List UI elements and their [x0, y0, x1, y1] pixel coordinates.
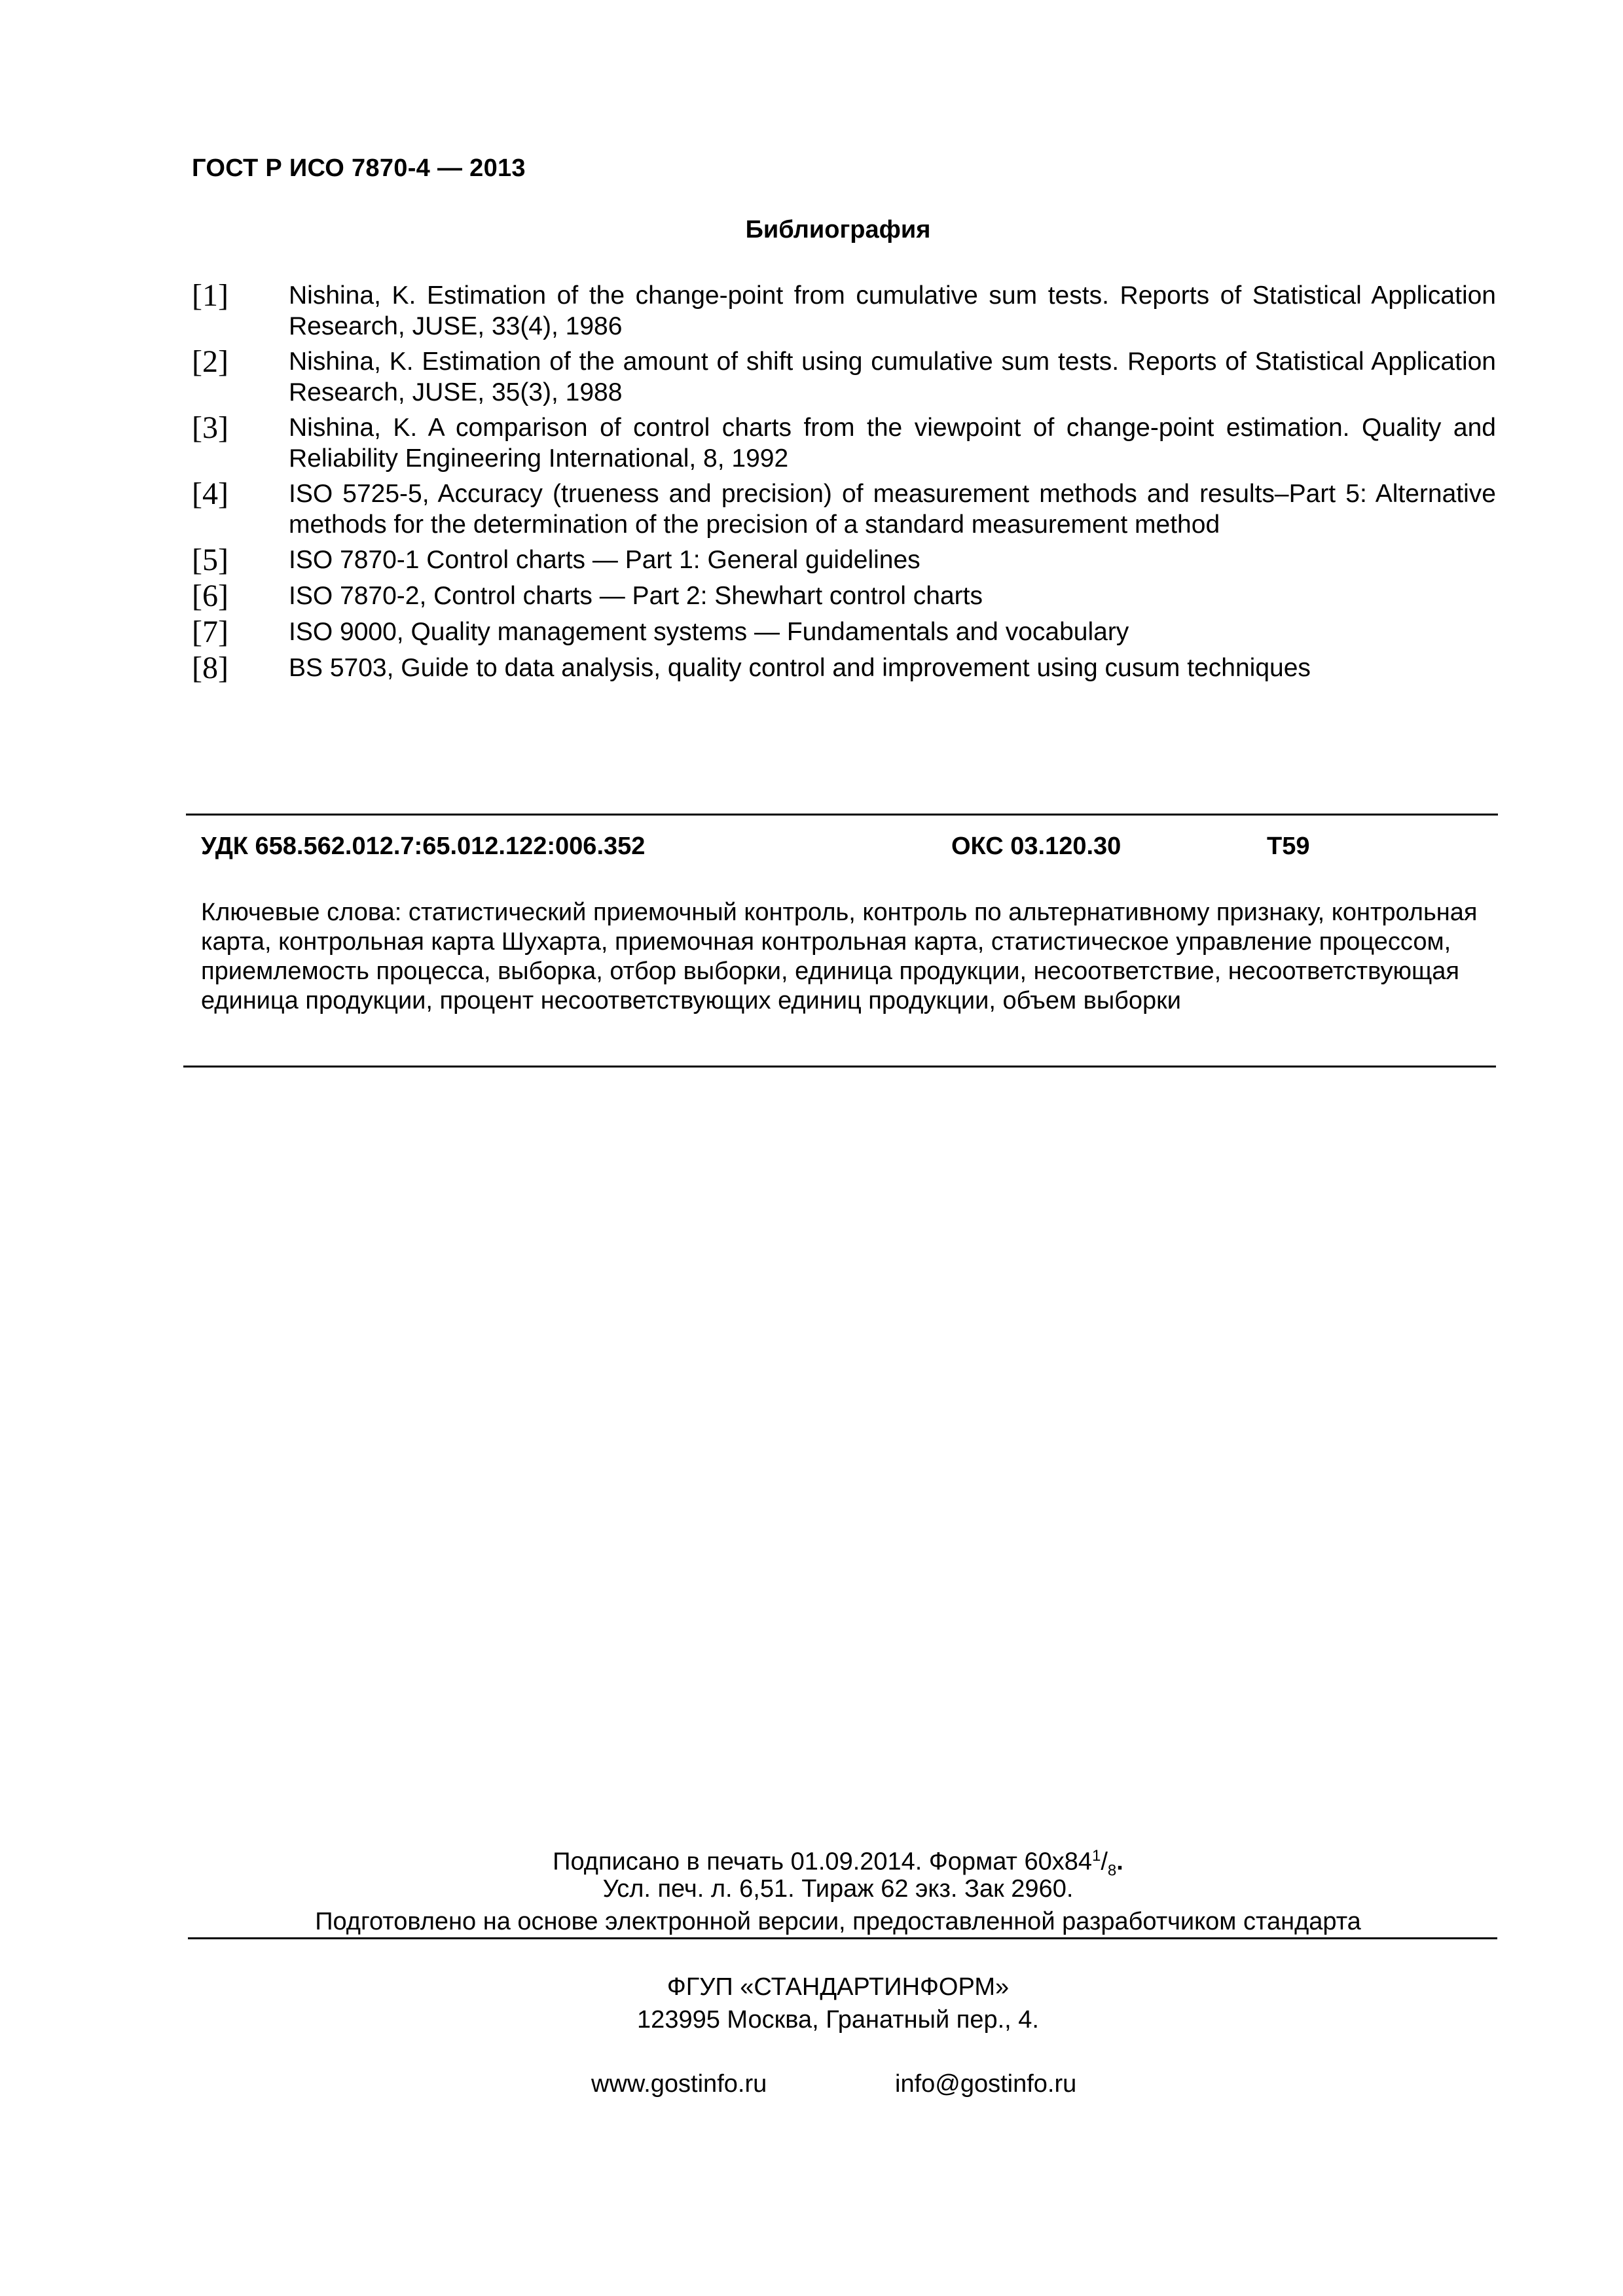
bibliography-item-number: [6]	[192, 579, 228, 613]
bibliography-item-number: [1]	[192, 278, 228, 313]
bibliography-item	[192, 280, 1496, 342]
bibliography-item-text: ISO 7870-2, Control charts — Part 2: Shewhart control charts	[289, 582, 983, 610]
udk-code: УДК 658.562.012.7:65.012.122:006.352	[201, 833, 646, 860]
publisher-email-link[interactable]: info@gostinfo.ru	[895, 2070, 1077, 2098]
imprint-prepared-note: Подготовлено на основе электронной версии, предоставленной разработчиком стандарта	[315, 1908, 1361, 1935]
bibliography-item-text: Nishina, K. Estimation of the change-point from cumulative sum tests. Reports of Statistical Application Research, JUSE, 33(4), 1986	[289, 281, 1496, 340]
bibliography-list	[192, 280, 1496, 689]
keywords-text: Ключевые слова: статистический приемочный контроль, контроль по альтернативному признаку, контрольная карта, контрольная карта Шухарта, приемочная контрольная карта, статистическое управление процессом, приемлемость процесса, выборка, отбор выборки, единица продукции, несоответствие, несоответствующая единица продукции, процент несоответствующих единиц продукции, объем выборки	[201, 899, 1478, 1014]
bibliography-item-number: [3]	[192, 410, 228, 445]
bibliography-item	[192, 653, 1496, 684]
bibliography-item-number: [8]	[192, 651, 228, 685]
category-code: Т59	[1267, 833, 1310, 860]
publisher-website-link[interactable]: www.gostinfo.ru	[591, 2070, 767, 2098]
publisher-address: 123995 Москва, Гранатный пер., 4.	[637, 2006, 1039, 2034]
bibliography-item	[192, 412, 1496, 474]
oks-code: ОКС 03.120.30	[951, 833, 1122, 860]
classification-top-rule	[186, 814, 1498, 816]
bibliography-item-text: ISO 9000, Quality management systems — Fundamentals and vocabulary	[289, 618, 1129, 646]
bibliography-item-text: ISO 5725-5, Accuracy (trueness and precision) of measurement methods and results–Part 5: Alternative methods for the determination of the precision of a standard measurement method	[289, 480, 1496, 539]
bibliography-item-text: ISO 7870-1 Control charts — Part 1: General guidelines	[289, 546, 921, 574]
document-code-header: ГОСТ Р ИСО 7870-4 — 2013	[192, 154, 526, 182]
imprint-signed-line: Подписано в печать 01.09.2014. Формат $60х84^1/_8$.	[553, 1847, 1123, 1880]
imprint-rule	[188, 1937, 1497, 1939]
bibliography-item-text: Nishina, K. Estimation of the amount of shift using cumulative sum tests. Reports of Statistical Application Research, JUSE, 35(3), 1988	[289, 348, 1496, 406]
bibliography-item	[192, 581, 1496, 612]
imprint-print-details: Усл. печ. л. 6,51. Тираж 62 экз. Зак 2960.	[602, 1875, 1074, 1903]
classification-bottom-rule	[183, 1066, 1496, 1067]
bibliography-item-text: BS 5703, Guide to data analysis, quality control and improvement using cusum techniques	[289, 654, 1311, 682]
bibliography-item-text: Nishina, K. A comparison of control charts from the viewpoint of change-point estimation. Quality and Reliability Engineering International, 8, 1992	[289, 414, 1496, 473]
bibliography-item	[192, 478, 1496, 540]
bibliography-item	[192, 346, 1496, 408]
bibliography-title: Библиография	[745, 216, 931, 243]
publisher-name: ФГУП «СТАНДАРТИНФОРМ»	[666, 1973, 1010, 2001]
bibliography-item-number: [2]	[192, 344, 228, 379]
bibliography-item	[192, 617, 1496, 648]
bibliography-item	[192, 545, 1496, 576]
bibliography-item-number: [7]	[192, 615, 228, 649]
bibliography-item-number: [5]	[192, 543, 228, 577]
bibliography-item-number: [4]	[192, 476, 228, 511]
